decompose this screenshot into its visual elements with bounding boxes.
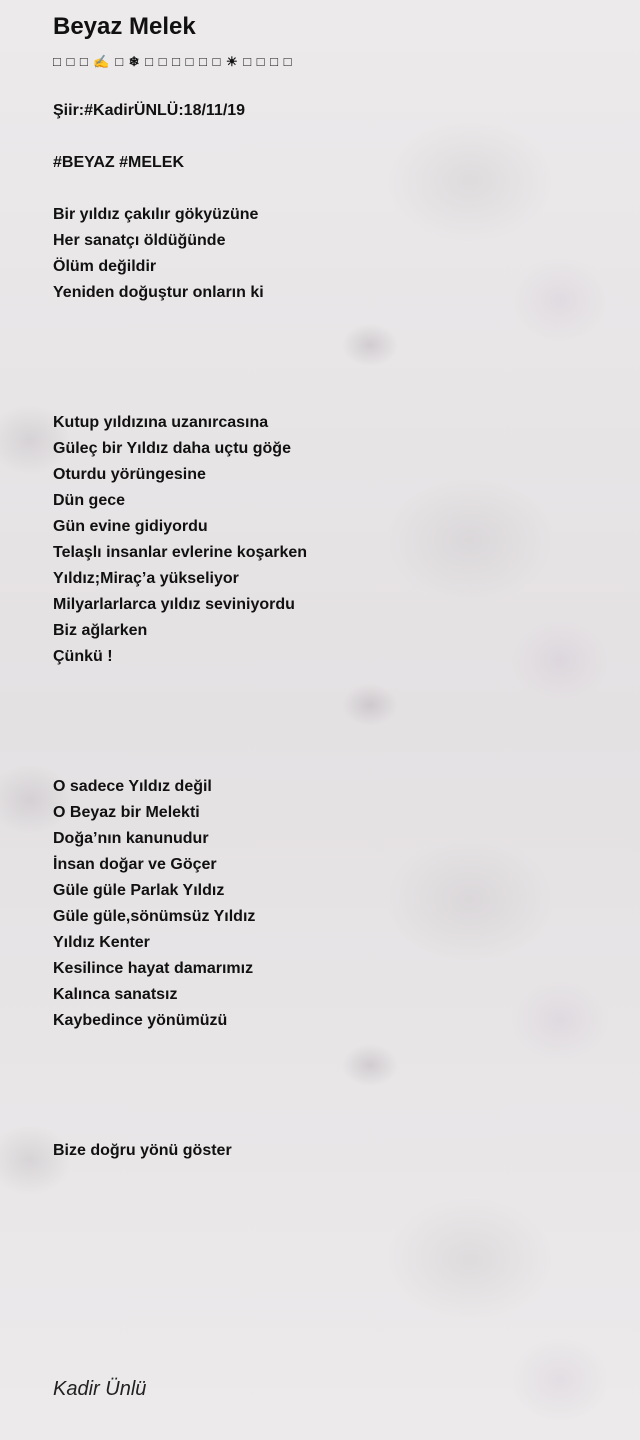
- poem-line: Kutup yıldızına uzanırcasına: [53, 414, 269, 431]
- poem-body: [53, 98, 623, 1164]
- poem-line: Çünkü !: [53, 648, 113, 665]
- poem-line: Güleç bir Yıldız daha uçtu göğe: [53, 440, 291, 457]
- poem-line: [53, 1086, 623, 1112]
- poem-line: Yıldız;Miraç’a yükseliyor: [53, 570, 239, 587]
- poem-line: [53, 1112, 623, 1138]
- poem-line: [53, 722, 623, 748]
- poem-line: [53, 124, 623, 150]
- poem-line: #BEYAZ #MELEK: [53, 154, 184, 171]
- poem-line: Kaybedince yönümüzü: [53, 1012, 228, 1029]
- poem-line: [53, 1034, 623, 1060]
- poem-line: İnsan doğar ve Göçer: [53, 856, 217, 873]
- poem-line: [53, 176, 623, 202]
- poem-line: Güle güle Parlak Yıldız: [53, 882, 225, 899]
- poem-line: [53, 358, 623, 384]
- poem-line: Ölüm değildir: [53, 258, 157, 275]
- poem-line: Milyarlarlarca yıldız seviniyordu: [53, 596, 295, 613]
- poem-line: O Beyaz bir Melekti: [53, 804, 200, 821]
- poem-line: Her sanatçı öldüğünde: [53, 232, 226, 249]
- poem-line: Yeniden doğuştur onların ki: [53, 284, 264, 301]
- poem-line: O sadece Yıldız değil: [53, 778, 212, 795]
- poem-page: [53, 12, 623, 1164]
- poem-line: Telaşlı insanlar evlerine koşarken: [53, 544, 308, 561]
- poem-title: Beyaz Melek: [53, 13, 196, 40]
- poem-line: Güle güle,sönümsüz Yıldız: [53, 908, 256, 925]
- poem-line: Oturdu yörüngesine: [53, 466, 206, 483]
- poem-line: Kesilince hayat damarımız: [53, 960, 254, 977]
- poem-line: Doğa’nın kanunudur: [53, 830, 209, 847]
- poem-subtitle-symbols: □ □ □ ✍ □ ❄ □ □ □ □ □ □ ☀ □ □ □ □: [53, 54, 293, 69]
- poem-line: [53, 306, 623, 332]
- poem-line: Bir yıldız çakılır gökyüzüne: [53, 206, 259, 223]
- poem-line: [53, 384, 623, 410]
- poem-line: [53, 670, 623, 696]
- poem-line: Biz ağlarken: [53, 622, 148, 639]
- poem-line: Gün evine gidiyordu: [53, 518, 208, 535]
- poem-line: Dün gece: [53, 492, 126, 509]
- poem-author: Kadir Ünlü: [53, 1378, 147, 1400]
- poem-line: [53, 332, 623, 358]
- poem-line: Şiir:#KadirÜNLÜ:18/11/19: [53, 102, 246, 119]
- poem-line: [53, 696, 623, 722]
- poem-line: [53, 748, 623, 774]
- poem-line: Bize doğru yönü göster: [53, 1142, 232, 1159]
- poem-line: Yıldız Kenter: [53, 934, 150, 951]
- poem-line: [53, 1060, 623, 1086]
- poem-line: Kalınca sanatsız: [53, 986, 178, 1003]
